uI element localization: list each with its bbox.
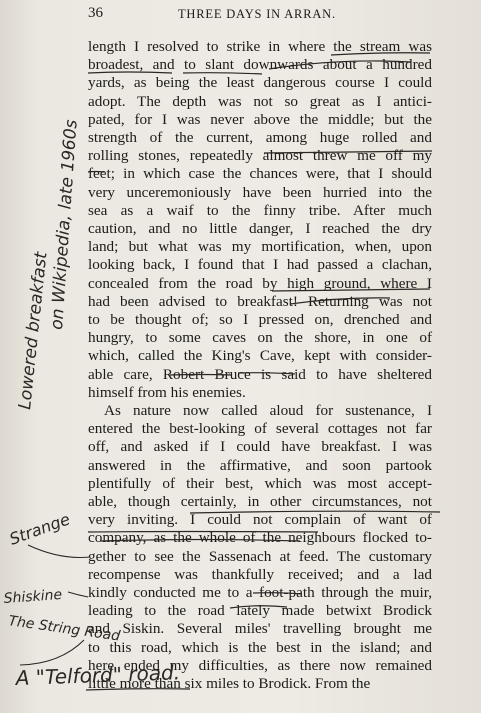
text-line: leading to the road lately made betwixt Brodick <box>88 602 432 620</box>
text-line: hungry, to some caves on the shore, in one of <box>88 329 432 347</box>
margin-note-telford: A "Telford" road. <box>15 660 181 690</box>
text-line: looking back, I found that I had passed a clachan, <box>88 256 432 274</box>
text-line: entered the best-looking of several cottages not far <box>88 420 432 438</box>
text-line: company, as the whole of the neighbours flocked to- <box>88 529 432 547</box>
margin-note-top: on Wikipedia, late 1960s <box>47 118 82 331</box>
text-line: himself from his enemies. <box>88 383 246 401</box>
text-line: kindly conducted me to a foot-path through the muir, <box>88 584 432 601</box>
running-title: THREE DAYS IN ARRAN. <box>178 7 336 21</box>
text-line: concealed from the road by high ground, where I <box>88 274 432 292</box>
text-line: As nature now called aloud for sustenance, I <box>104 402 432 419</box>
text-line: to be thought of; so I pressed on, drenched and <box>88 311 432 328</box>
text-line: gether to see the Sassenach at feed. The customary <box>88 547 432 565</box>
text-line: very unceremoniously have been hurried into the <box>88 183 432 201</box>
text-line: yards, as being the least dangerous course I could <box>88 74 432 92</box>
margin-notes <box>3 119 180 690</box>
page-number: 36 <box>88 5 103 21</box>
text-line: answered in the affirmative, and soon partook <box>88 456 432 474</box>
text-line: rolling stones, repeatedly almost threw me off my <box>88 147 432 165</box>
text-line: adopt. The depth was not so great as I antici- <box>88 92 432 110</box>
text-line: plentifully of their best, which was most accept- <box>88 474 432 492</box>
text-line: recompense was thankfully received; and a lad <box>88 565 432 583</box>
text-line: sea as a waif to the finny tribe. After much <box>88 201 432 219</box>
text-line: had been advised to breakfast! Returning was not <box>88 292 432 310</box>
text-line: to this road, which is the best in the island; and <box>88 638 432 656</box>
text-line: able care, Robert Bruce is said to have sheltered <box>88 365 432 383</box>
text-line: pated, for I was never above the middle; but the <box>88 110 432 128</box>
text-line: feet; in which case the chances were, that I should <box>88 165 432 183</box>
text-line: able, though certainly, in other circumstances, not <box>88 493 432 510</box>
text-line: little more than six miles to Brodick. From the <box>88 675 371 692</box>
text-line: land; but what was my mortification, when, upon <box>88 238 432 256</box>
margin-note-middle: Lowered breakfast <box>15 250 52 411</box>
margin-note-string-road: The String Road <box>7 613 122 645</box>
text-line: length I resolved to strike in where the stream was <box>88 38 432 55</box>
pencil-underlines <box>86 53 440 690</box>
margin-note-shiskine: Shiskine <box>3 586 63 607</box>
text-line: caution, and no little danger, I reached the dry <box>88 220 432 237</box>
text-line: here ended my difficulties, as there now remained <box>88 656 432 674</box>
text-line: off, and asked if I could have breakfast. I was <box>88 438 432 456</box>
margin-note-strange: Strange <box>6 509 73 549</box>
text-line: strength of the current, among huge rolled and <box>88 129 432 146</box>
text-line: broadest, and to slant downwards about a hundred <box>88 56 432 74</box>
text-line: very inviting. I could not complain of want of <box>88 511 432 529</box>
text-line: which, called the King's Cave, kept with consider- <box>88 347 432 365</box>
text-line: and Siskin. Several miles' travelling brought me <box>88 620 432 638</box>
